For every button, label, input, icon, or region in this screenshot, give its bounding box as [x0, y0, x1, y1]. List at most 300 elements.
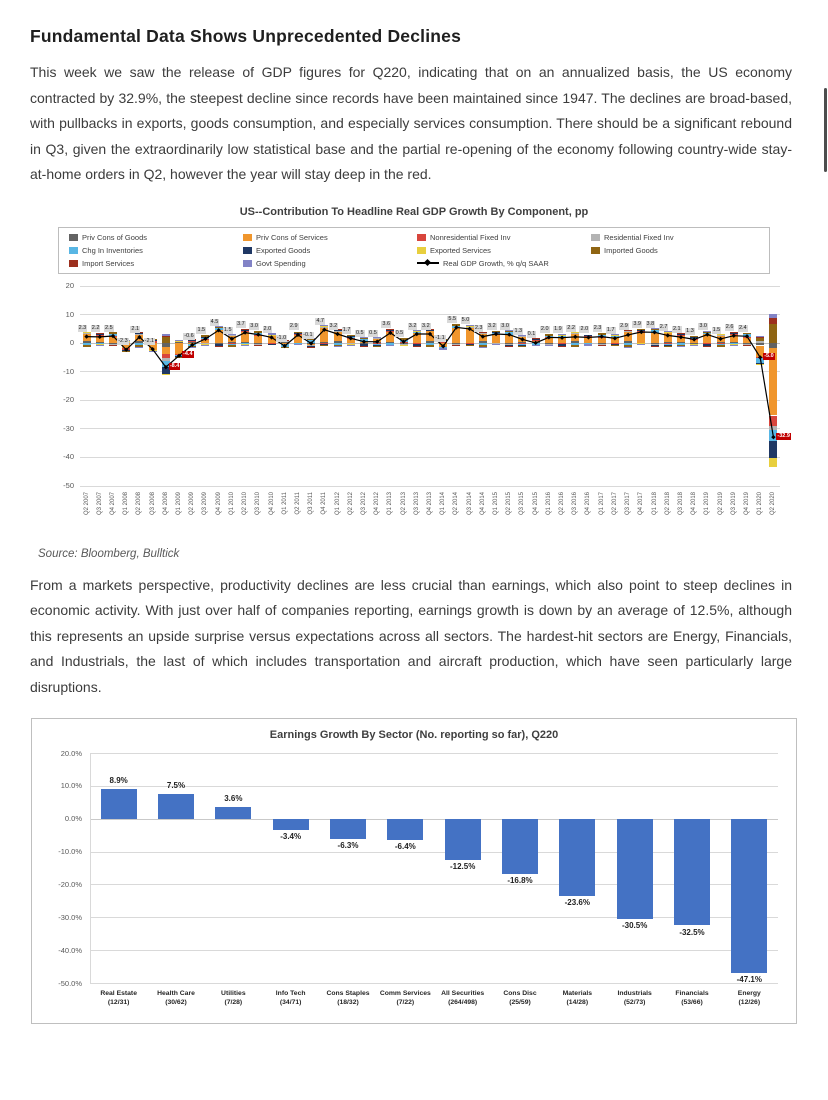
y-axis-label: -20.0% [34, 880, 82, 889]
stacked-bar-segment [598, 335, 606, 337]
data-label: -32.9 [776, 433, 791, 440]
stacked-bar-segment [400, 340, 408, 342]
bar-value-label: 8.9% [89, 776, 149, 785]
stacked-bar-segment [505, 331, 513, 332]
stacked-bar-segment [690, 336, 698, 338]
y-axis-line [90, 753, 91, 983]
stacked-bar-segment [228, 335, 236, 336]
stacked-bar-segment [294, 335, 302, 342]
legend-label: Exported Goods [256, 246, 310, 255]
data-label: 2.1 [672, 326, 682, 333]
stacked-bar-segment [452, 328, 460, 343]
stacked-bar-segment [413, 332, 421, 333]
data-label: 2.9 [619, 323, 629, 330]
stacked-bar-segment [571, 333, 579, 334]
stacked-bar-segment [651, 328, 659, 329]
data-label: 1.5 [223, 327, 233, 334]
diamond-marker-icon [424, 259, 431, 266]
sector-bar [731, 819, 767, 974]
stacked-bar-segment [690, 339, 698, 340]
bar-value-label: -47.1% [719, 975, 779, 984]
page-title: Fundamental Data Shows Unprecedented Declines [30, 26, 792, 47]
stacked-bar-segment [188, 347, 196, 348]
stacked-bar-segment [545, 338, 553, 342]
x-axis-label: Q3 2019 [731, 492, 738, 536]
stacked-bar-segment [201, 340, 209, 343]
stacked-bar-segment [651, 329, 659, 330]
stacked-bar-segment [651, 330, 659, 333]
stacked-bar-segment [334, 346, 342, 347]
stacked-bar-segment [228, 334, 236, 335]
x-axis-label: Q1 2011 [282, 492, 289, 536]
stacked-bar-segment [558, 335, 566, 337]
data-label: -1.0 [276, 335, 287, 342]
x-axis-label: Q3 2010 [255, 492, 262, 536]
x-axis-label: Q1 2019 [704, 492, 711, 536]
category-name: Cons Disc [491, 990, 549, 999]
category-name: Industrials [606, 990, 664, 999]
stacked-bar-segment [756, 341, 764, 342]
stacked-bar-segment [162, 334, 170, 336]
y-axis-label: 20.0% [34, 749, 82, 758]
legend-swatch [417, 247, 426, 254]
stacked-bar-segment [690, 340, 698, 342]
scrollbar-thumb[interactable] [824, 88, 827, 172]
stacked-bar-segment [769, 314, 777, 318]
y-axis-label: -40 [34, 452, 74, 461]
gridline [80, 286, 780, 287]
data-label: 3.2 [408, 323, 418, 330]
y-axis-label: -50.0% [34, 979, 82, 988]
stacked-bar-segment [518, 335, 526, 336]
bar-value-label: -32.5% [662, 928, 722, 937]
stacked-bar-segment [769, 318, 777, 324]
stacked-bar-segment [743, 337, 751, 342]
stacked-bar-segment [677, 333, 685, 334]
x-axis-label: Q3 2007 [97, 492, 104, 536]
x-axis-label: Q2 2020 [770, 492, 777, 536]
stacked-bar-segment [624, 332, 632, 341]
stacked-bar-segment [730, 334, 738, 335]
data-label: 2.3 [78, 325, 88, 332]
x-axis-label: Q1 2012 [335, 492, 342, 536]
category-name: Comm Services [376, 990, 434, 999]
stacked-bar-segment [83, 333, 91, 341]
sector-bar [674, 819, 710, 926]
y-axis-label: -30.0% [34, 913, 82, 922]
stacked-bar-segment [452, 324, 460, 326]
stacked-bar-segment [386, 332, 394, 342]
stacked-bar-segment [426, 330, 434, 331]
stacked-bar-segment [756, 338, 764, 341]
stacked-bar-segment [637, 344, 645, 345]
stacked-bar-segment [571, 345, 579, 347]
stacked-bar-segment [479, 334, 487, 341]
stacked-bar-segment [320, 326, 328, 327]
data-label: 0.1 [527, 331, 537, 338]
stacked-bar-segment [545, 337, 553, 338]
stacked-bar-segment [558, 337, 566, 343]
data-label: 4.5 [210, 319, 220, 326]
stacked-bar-segment [466, 327, 474, 342]
category-name: Energy [720, 990, 778, 999]
data-label: 2.0 [263, 326, 273, 333]
stacked-bar-segment [228, 345, 236, 347]
stacked-bar-segment [347, 336, 355, 337]
data-label: 2.6 [725, 324, 735, 331]
bar-value-label: -6.3% [318, 841, 378, 850]
stacked-bar-segment [109, 334, 117, 336]
y-axis-label: 10 [34, 310, 74, 319]
stacked-bar-segment [637, 333, 645, 343]
stacked-bar-segment [637, 329, 645, 330]
stacked-bar-segment [373, 346, 381, 348]
stacked-bar-segment [730, 335, 738, 342]
stacked-bar-segment [215, 328, 223, 330]
stacked-bar-segment [162, 347, 170, 354]
x-axis-label: Q4 2008 [163, 492, 170, 536]
stacked-bar-segment [334, 332, 342, 342]
data-label: 3.6 [381, 321, 391, 328]
stacked-bar-segment [492, 333, 500, 334]
stacked-bar-segment [268, 335, 276, 336]
y-axis-label: 10.0% [34, 781, 82, 790]
stacked-bar-segment [254, 335, 262, 336]
stacked-bar-segment [479, 332, 487, 333]
stacked-bar-segment [215, 327, 223, 328]
stacked-bar-segment [96, 335, 104, 336]
x-axis-label: Q3 2013 [414, 492, 421, 536]
stacked-bar-segment [651, 333, 659, 343]
stacked-bar-segment [611, 334, 619, 335]
x-axis-category-label [376, 990, 434, 1007]
data-label: 0.5 [368, 330, 378, 337]
x-axis-category-label [663, 990, 721, 1007]
category-count: (30/62) [147, 999, 205, 1008]
x-axis-label: Q1 2018 [652, 492, 659, 536]
category-count: (52/73) [606, 999, 664, 1008]
stacked-bar-segment [651, 346, 659, 347]
stacked-bar-segment [347, 345, 355, 346]
stacked-bar-segment [730, 332, 738, 334]
x-axis-label: Q1 2020 [757, 492, 764, 536]
stacked-bar-segment [769, 441, 777, 458]
stacked-bar-segment [96, 345, 104, 346]
legend-label: Priv Cons of Services [256, 233, 328, 242]
data-label: 1.5 [712, 327, 722, 334]
data-label: 1.9 [553, 326, 563, 333]
stacked-bar-segment [254, 335, 262, 342]
gridline [80, 486, 780, 487]
data-label: 1.5 [196, 327, 206, 334]
stacked-bar-segment [505, 335, 513, 343]
sector-bar [101, 789, 137, 818]
stacked-bar-segment [135, 334, 143, 341]
data-label: 2.0 [540, 326, 550, 333]
source-note: Source: Bloomberg, Bulltick [38, 548, 828, 560]
stacked-bar-segment [611, 345, 619, 346]
stacked-bar-segment [268, 344, 276, 346]
stacked-bar-segment [83, 333, 91, 334]
stacked-bar-segment [201, 335, 209, 337]
legend-label: Priv Cons of Goods [82, 233, 147, 242]
category-name: Cons Staples [319, 990, 377, 999]
legend-item [243, 233, 411, 242]
stacked-bar-segment [466, 326, 474, 327]
stacked-bar-segment [637, 331, 645, 332]
stacked-bar-segment [347, 338, 355, 339]
stacked-bar-segment [505, 332, 513, 334]
x-axis-category-label [147, 990, 205, 1007]
x-axis-label: Q2 2019 [718, 492, 725, 536]
legend-item [591, 246, 759, 255]
gridline [90, 983, 778, 984]
stacked-bar-segment [532, 340, 540, 341]
sector-bar [273, 819, 309, 830]
stacked-bar-segment [360, 342, 368, 343]
x-axis-category-label [262, 990, 320, 1007]
bar-value-label: -6.4% [375, 842, 435, 851]
legend-label: Imported Goods [604, 246, 658, 255]
category-count: (12/26) [720, 999, 778, 1008]
earnings-chart [31, 718, 797, 1024]
stacked-bar-segment [135, 334, 143, 335]
y-axis-label: -40.0% [34, 946, 82, 955]
x-axis-label: Q4 2007 [110, 492, 117, 536]
stacked-bar-segment [162, 337, 170, 343]
stacked-bar-segment [439, 348, 447, 349]
earnings-chart-title: Earnings Growth By Sector (No. reporting so far), Q220 [32, 729, 796, 741]
x-axis-label: Q2 2018 [665, 492, 672, 536]
stacked-bar-segment [228, 336, 236, 342]
x-axis-label: Q2 2016 [559, 492, 566, 536]
stacked-bar-segment [122, 351, 130, 352]
stacked-bar-segment [334, 330, 342, 331]
stacked-bar-segment [664, 333, 672, 342]
x-axis-label: Q2 2007 [84, 492, 91, 536]
stacked-bar-segment [677, 335, 685, 341]
legend-swatch [417, 234, 426, 241]
stacked-bar-segment [149, 351, 157, 352]
stacked-bar-segment [294, 332, 302, 333]
x-axis-category-label [90, 990, 148, 1007]
x-axis-label: Q3 2012 [361, 492, 368, 536]
x-axis-category-label [204, 990, 262, 1007]
stacked-bar-segment [254, 333, 262, 335]
gridline [90, 950, 778, 951]
bar-value-label: -30.5% [605, 921, 665, 930]
stacked-bar-segment [215, 330, 223, 343]
x-axis-label: Q2 2008 [136, 492, 143, 536]
stacked-bar-segment [347, 339, 355, 342]
stacked-bar-segment [241, 329, 249, 331]
x-axis-label: Q3 2014 [467, 492, 474, 536]
legend-swatch [69, 247, 78, 254]
stacked-bar-segment [690, 345, 698, 346]
category-count: (14/28) [548, 999, 606, 1008]
data-label: 2.0 [579, 326, 589, 333]
stacked-bar-segment [347, 335, 355, 336]
stacked-bar-segment [624, 330, 632, 331]
data-label: -0.1 [302, 332, 313, 339]
stacked-bar-segment [690, 338, 698, 339]
legend-label: Nonresidential Fixed Inv [430, 233, 510, 242]
category-name: Health Care [147, 990, 205, 999]
x-axis-label: Q4 2016 [585, 492, 592, 536]
stacked-bar-segment [703, 332, 711, 334]
stacked-bar-segment [624, 331, 632, 332]
data-label: 2.1 [130, 326, 140, 333]
sector-bar [215, 807, 251, 819]
stacked-bar-segment [320, 325, 328, 326]
stacked-bar-segment [373, 338, 381, 339]
stacked-bar-segment [611, 336, 619, 337]
stacked-bar-segment [201, 337, 209, 338]
stacked-bar-segment [571, 334, 579, 342]
stacked-bar-segment [175, 340, 183, 341]
category-name: All Securities [434, 990, 492, 999]
stacked-bar-segment [743, 334, 751, 336]
gridline [90, 753, 778, 754]
sector-bar [502, 819, 538, 874]
stacked-bar-segment [611, 335, 619, 336]
x-axis-label: Q4 2010 [269, 492, 276, 536]
stacked-bar-segment [241, 345, 249, 346]
category-name: Info Tech [262, 990, 320, 999]
x-axis-label: Q2 2009 [189, 492, 196, 536]
data-label: 3.0 [698, 323, 708, 330]
x-axis-label: Q2 2011 [295, 492, 302, 536]
x-axis-label: Q4 2013 [427, 492, 434, 536]
data-label: 2.5 [104, 325, 114, 332]
x-axis-label: Q2 2012 [348, 492, 355, 536]
stacked-bar-segment [162, 336, 170, 337]
gridline [80, 314, 780, 315]
legend-label: Govt Spending [256, 259, 306, 268]
category-name: Materials [548, 990, 606, 999]
stacked-bar-segment [215, 326, 223, 327]
stacked-bar-segment [479, 347, 487, 348]
stacked-bar-segment [466, 327, 474, 328]
data-label: 3.2 [487, 323, 497, 330]
stacked-bar-segment [532, 339, 540, 341]
stacked-bar-segment [466, 345, 474, 346]
data-label: 3.9 [632, 321, 642, 328]
gridline [80, 457, 780, 458]
stacked-bar-segment [717, 335, 725, 336]
legend-item [69, 259, 237, 268]
data-label: 3.0 [249, 323, 259, 330]
gridline [80, 371, 780, 372]
legend-item [243, 259, 411, 268]
legend-swatch [243, 234, 252, 241]
stacked-bar-segment [188, 341, 196, 342]
stacked-bar-segment [717, 345, 725, 347]
data-label: -5.0 [763, 353, 774, 360]
x-axis-label: Q4 2011 [321, 492, 328, 536]
stacked-bar-segment [386, 345, 394, 346]
stacked-bar-segment [201, 345, 209, 346]
data-label: 1.3 [685, 328, 695, 335]
stacked-bar-segment [584, 344, 592, 345]
stacked-bar-segment [466, 325, 474, 326]
legend-swatch [591, 234, 600, 241]
stacked-bar-segment [373, 339, 381, 342]
stacked-bar-segment [386, 331, 394, 332]
category-name: Financials [663, 990, 721, 999]
stacked-bar-segment [320, 345, 328, 346]
x-axis-label: Q4 2014 [480, 492, 487, 536]
x-axis-label: Q3 2018 [678, 492, 685, 536]
x-axis-label: Q4 2012 [374, 492, 381, 536]
sector-bar [330, 819, 366, 840]
stacked-bar-segment [307, 340, 315, 343]
stacked-bar-segment [400, 338, 408, 340]
data-label: -1.1 [434, 335, 445, 342]
stacked-bar-segment [96, 334, 104, 336]
x-axis-label: Q1 2016 [546, 492, 553, 536]
gdp-chart-legend [58, 227, 770, 274]
stacked-bar-segment [545, 334, 553, 336]
stacked-bar-segment [320, 327, 328, 328]
legend-swatch [69, 260, 78, 267]
stacked-bar-segment [664, 332, 672, 333]
stacked-bar-segment [637, 330, 645, 331]
legend-item [417, 246, 585, 255]
x-axis-label: Q1 2010 [229, 492, 236, 536]
category-count: (7/28) [204, 999, 262, 1008]
data-label: 3.2 [329, 323, 339, 330]
stacked-bar-segment [743, 337, 751, 338]
stacked-bar-segment [294, 333, 302, 334]
data-label: 5.0 [461, 317, 471, 324]
category-name: Real Estate [90, 990, 148, 999]
data-label: 1.7 [606, 327, 616, 334]
stacked-bar-segment [532, 345, 540, 346]
legend-label: Real GDP Growth, % q/q SAAR [443, 259, 549, 268]
legend-item [69, 233, 237, 242]
stacked-bar-segment [730, 345, 738, 346]
stacked-bar-segment [413, 330, 421, 331]
sector-bar [559, 819, 595, 897]
gdp-chart-plot [34, 282, 794, 544]
x-axis-label: Q1 2014 [440, 492, 447, 536]
gridline [80, 428, 780, 429]
category-name: Utilities [204, 990, 262, 999]
stacked-bar-segment [452, 326, 460, 329]
stacked-bar-segment [598, 337, 606, 342]
x-axis-label: Q2 2017 [612, 492, 619, 536]
data-label: -0.6 [183, 333, 194, 340]
data-label: 3.8 [646, 321, 656, 328]
stacked-bar-segment [769, 416, 777, 426]
bar-value-label: 3.6% [203, 794, 263, 803]
stacked-bar-segment [677, 346, 685, 347]
legend-item [591, 233, 759, 242]
stacked-bar-segment [294, 334, 302, 335]
category-count: (7/22) [376, 999, 434, 1008]
category-count: (25/59) [491, 999, 549, 1008]
stacked-bar-segment [109, 332, 117, 334]
x-axis-label: Q1 2017 [599, 492, 606, 536]
bar-value-label: -16.8% [490, 876, 550, 885]
sector-bar [445, 819, 481, 860]
data-label: 1.7 [342, 327, 352, 334]
category-count: (34/71) [262, 999, 320, 1008]
stacked-bar-segment [254, 331, 262, 333]
legend-swatch [243, 247, 252, 254]
report-page [0, 26, 828, 1100]
